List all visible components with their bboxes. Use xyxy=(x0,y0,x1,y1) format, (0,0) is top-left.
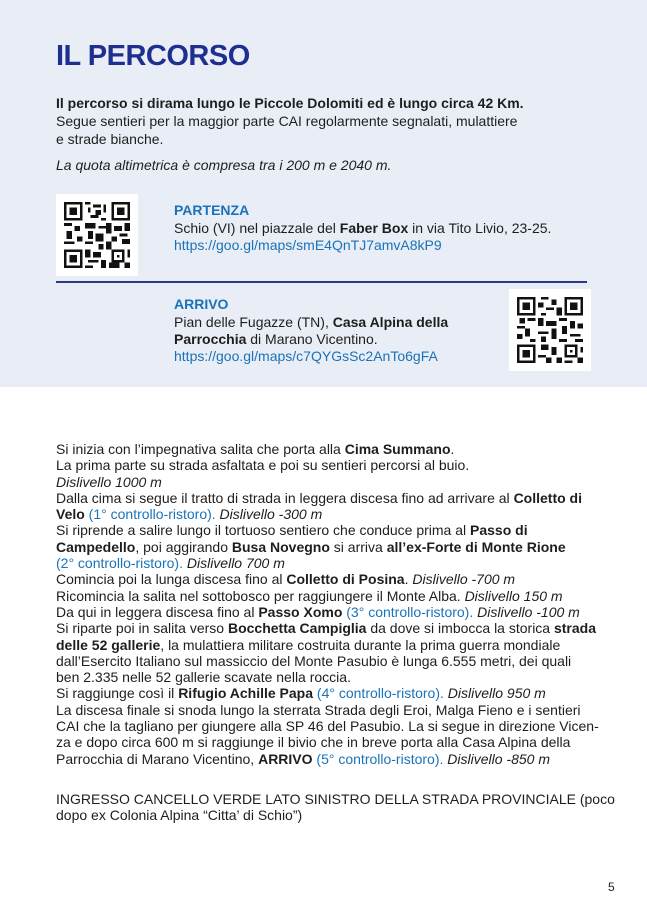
finish-location xyxy=(174,296,474,365)
text-line xyxy=(56,506,596,522)
place-name: Campedello xyxy=(56,538,136,555)
section-divider xyxy=(56,281,587,283)
text-line: La prima parte su strada asfaltata e poi su sentieri percorsi al buio. xyxy=(56,457,470,474)
elevation-note: Dislivello -100 m xyxy=(473,603,580,620)
text-line: dopo ex Colonia Alpina “Citta’ di Schio”) xyxy=(56,807,303,824)
start-text: in via Tito Livio, 23-25. xyxy=(408,220,552,236)
text-run: Si riparte poi in salita verso xyxy=(56,620,228,637)
text-run: Comincia poi la lunga discesa fino al xyxy=(56,571,287,588)
text-run: Dalla cima si segue il tratto di strada in leggera discesa fino ad arrivare al xyxy=(56,489,514,506)
text-line: INGRESSO CANCELLO VERDE LATO SINISTRO DELLA STRADA PROVINCIALE (poco xyxy=(56,791,615,807)
text-line: za e dopo circa 600 m si raggiunge il bivio che in breve porta alla Casa Alpina della xyxy=(56,734,571,751)
finish-map-link[interactable]: https://goo.gl/maps/c7QYGsSc2AnTo6gFA xyxy=(174,348,438,364)
text-run: Ricomincia la salita nel sottobosco per raggiungere il Monte Alba. xyxy=(56,587,465,604)
place-name: Passo di xyxy=(470,522,528,539)
page-title: IL PERCORSO xyxy=(56,40,250,72)
intro-line: Segue sentieri per la maggior parte CAI regolarmente segnalati, mulattiere xyxy=(56,113,518,129)
qr-code-icon xyxy=(517,297,583,363)
checkpoint-label: (1° controllo-ristoro). xyxy=(84,506,216,523)
text-run: , la mulattiera militare costruita durante la prima guerra mondiale xyxy=(160,636,561,653)
start-text: Schio (VI) nel piazzale del xyxy=(174,220,340,236)
text-line xyxy=(56,522,596,538)
elevation-note: Dislivello -700 m xyxy=(412,571,516,588)
place-name: all’ex-Forte di Monte Rione xyxy=(386,538,566,555)
place-name: Velo xyxy=(56,506,85,523)
place-name: delle 52 gallerie xyxy=(56,636,161,653)
text-run: Da qui in leggera discesa fino al xyxy=(56,603,259,620)
finish-venue: Parrocchia xyxy=(174,331,247,347)
elevation-note: Dislivello 150 m xyxy=(464,587,563,604)
checkpoint-label: (5° controllo-ristoro). xyxy=(312,750,444,767)
text-line xyxy=(56,555,596,571)
elevation-note: Dislivello -300 m xyxy=(215,506,323,523)
qr-code-icon xyxy=(64,202,130,268)
text-line xyxy=(56,441,596,457)
checkpoint-label: (2° controllo-ristoro). xyxy=(56,555,183,572)
start-location xyxy=(174,202,554,254)
place-name: Passo Xomo xyxy=(258,603,343,620)
text-line: CAI che la tagliano per giungere alla SP 46 del Pasubio. La si segue in direzione Vicen- xyxy=(56,718,599,735)
text-run: da dove si imbocca la storica xyxy=(366,620,554,637)
start-map-link[interactable]: https://goo.gl/maps/smE4QnTJ7amvA8kP9 xyxy=(174,237,442,253)
text-line xyxy=(56,490,596,506)
entrance-note xyxy=(56,791,615,824)
text-line xyxy=(56,685,596,701)
text-line xyxy=(56,604,596,620)
checkpoint-label: (3° controllo-ristoro). xyxy=(342,603,474,620)
intro-lead: Il percorso si dirama lungo le Piccole Dolomiti ed è lungo circa 42 Km. xyxy=(56,95,524,111)
start-qr-code[interactable] xyxy=(56,194,138,276)
text-line xyxy=(56,539,596,555)
intro-paragraph xyxy=(56,94,616,174)
start-venue: Faber Box xyxy=(339,220,409,236)
text-line xyxy=(56,751,596,767)
finish-qr-code[interactable] xyxy=(509,289,591,371)
text-run: Si raggiunge così il xyxy=(56,685,179,702)
start-heading: PARTENZA xyxy=(174,202,250,218)
text-run: Si inizia con l’impegnativa salita che porta alla xyxy=(56,441,345,457)
finish-text: di Marano Vicentino. xyxy=(246,331,378,347)
place-name: Rifugio Achille Papa xyxy=(178,685,314,702)
route-description xyxy=(56,441,599,767)
elevation-note: Dislivello 1000 m xyxy=(56,473,162,490)
text-run: Si riprende a salire lungo il tortuoso sentiero che conduce prima al xyxy=(56,522,471,539)
elevation-note: Dislivello -850 m xyxy=(443,750,550,767)
text-run: Parrocchia di Marano Vicentino, xyxy=(56,750,259,767)
place-name: Cima Summano xyxy=(344,441,451,457)
text-run: si arriva xyxy=(329,538,387,555)
text-run: . xyxy=(404,571,413,588)
place-name: strada xyxy=(553,620,597,637)
text-run: . xyxy=(450,441,455,457)
place-name: Colletto di xyxy=(513,489,582,506)
finish-heading: ARRIVO xyxy=(174,296,229,312)
finish-label: ARRIVO xyxy=(258,750,313,767)
checkpoint-label: (4° controllo-ristoro). xyxy=(313,685,444,702)
altitude-note: La quota altimetrica è compresa tra i 200 m e 2040 m. xyxy=(56,157,392,173)
text-run: , poi aggirando xyxy=(135,538,232,555)
place-name: Busa Novegno xyxy=(231,538,330,555)
elevation-note: Dislivello 950 m xyxy=(443,685,546,702)
text-line xyxy=(56,637,596,653)
text-line xyxy=(56,620,596,636)
text-line: La discesa finale si snoda lungo la sterrata Strada degli Eroi, Malga Fieno e i sentieri xyxy=(56,701,581,718)
page-number: 5 xyxy=(608,880,615,894)
text-line xyxy=(56,571,596,587)
place-name: Bocchetta Campiglia xyxy=(227,620,367,637)
text-line xyxy=(56,588,596,604)
finish-text: Pian delle Fugazze (TN), xyxy=(174,314,333,330)
place-name: Colletto di Posina xyxy=(286,571,405,588)
finish-venue: Casa Alpina della xyxy=(332,314,449,330)
text-line: ben 2.335 nelle 52 gallerie scavate nella roccia. xyxy=(56,669,351,686)
intro-line: e strade bianche. xyxy=(56,131,164,147)
text-line: dall’Esercito Italiano sul massiccio del Monte Pasubio è lunga 6.555 metri, dei quali xyxy=(56,652,572,669)
elevation-note: Dislivello 700 m xyxy=(182,555,285,572)
